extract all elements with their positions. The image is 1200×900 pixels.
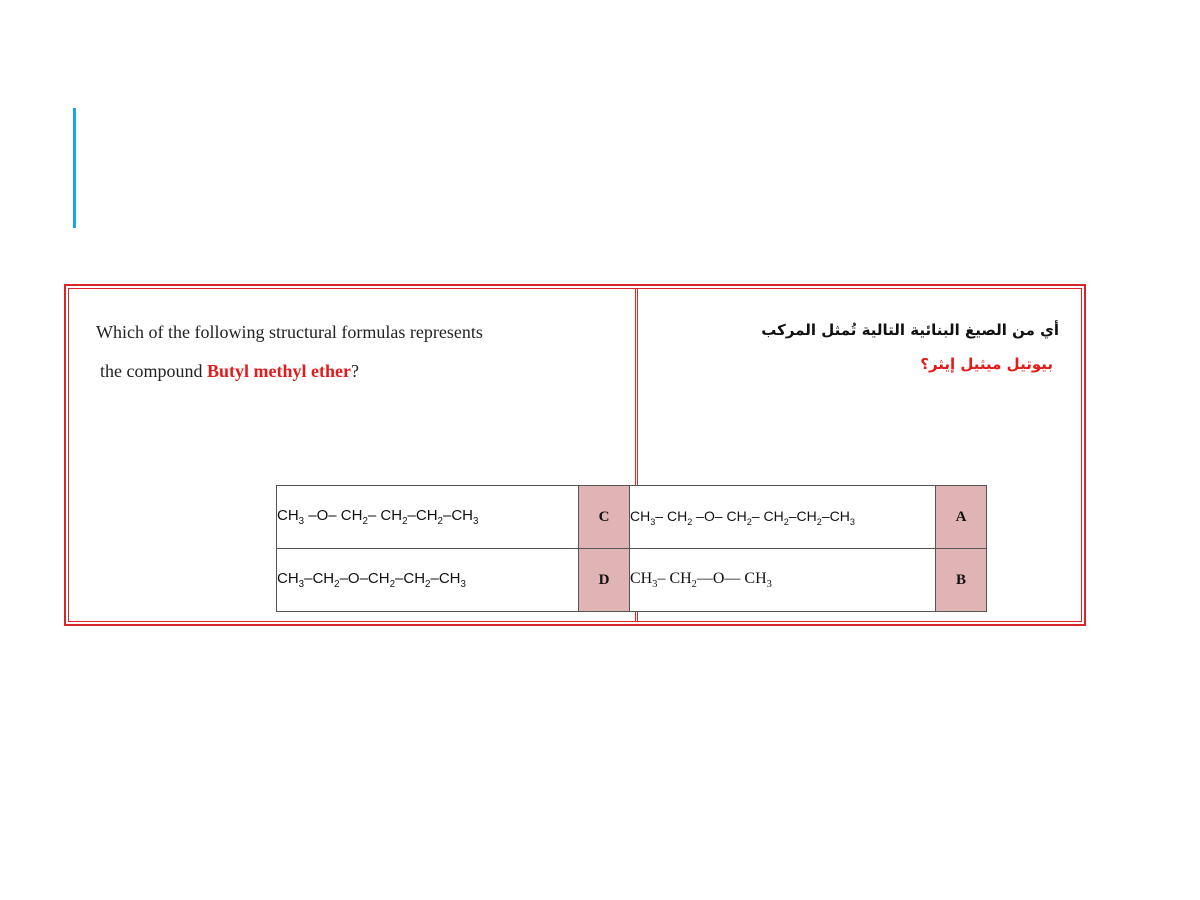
option-a-formula[interactable]: $CH_3-$ $CH_2$ –O– $CH_2-$ $CH_2-CH_2-CH_3$ — [630, 486, 936, 549]
english-question — [96, 313, 616, 391]
answer-options-table — [276, 485, 987, 612]
arabic-question-line1: أي من الصيغ البنائية التالية تُمثل المركب — [761, 321, 1059, 339]
option-c-formula[interactable]: $CH_3$ –O– $CH_2-$ $CH_2-CH_2-CH_3$ — [277, 486, 579, 549]
english-question-prefix: the compound — [100, 361, 207, 381]
option-b-letter[interactable]: B — [936, 549, 987, 612]
english-question-suffix: ? — [350, 361, 359, 381]
english-question-line2 — [96, 352, 616, 391]
option-d-formula[interactable]: $CH_3-CH_2-O-CH_2-CH_2-CH_3$ — [277, 549, 579, 612]
compound-name: Butyl methyl ether — [206, 361, 351, 381]
option-b-formula[interactable]: $CH_3-$ $CH_2—O—$ $CH_3$ — [630, 549, 936, 612]
options-row — [277, 486, 987, 549]
options-row — [277, 549, 987, 612]
arabic-question — [659, 313, 1059, 381]
title-accent-bar — [73, 108, 76, 228]
option-c-letter[interactable]: C — [579, 486, 630, 549]
option-d-letter[interactable]: D — [579, 549, 630, 612]
option-a-letter[interactable]: A — [936, 486, 987, 549]
english-question-line1: Which of the following structural formulas represents — [96, 322, 483, 342]
arabic-compound-name: بيوتيل ميثيل إيثر؟ — [920, 355, 1053, 373]
